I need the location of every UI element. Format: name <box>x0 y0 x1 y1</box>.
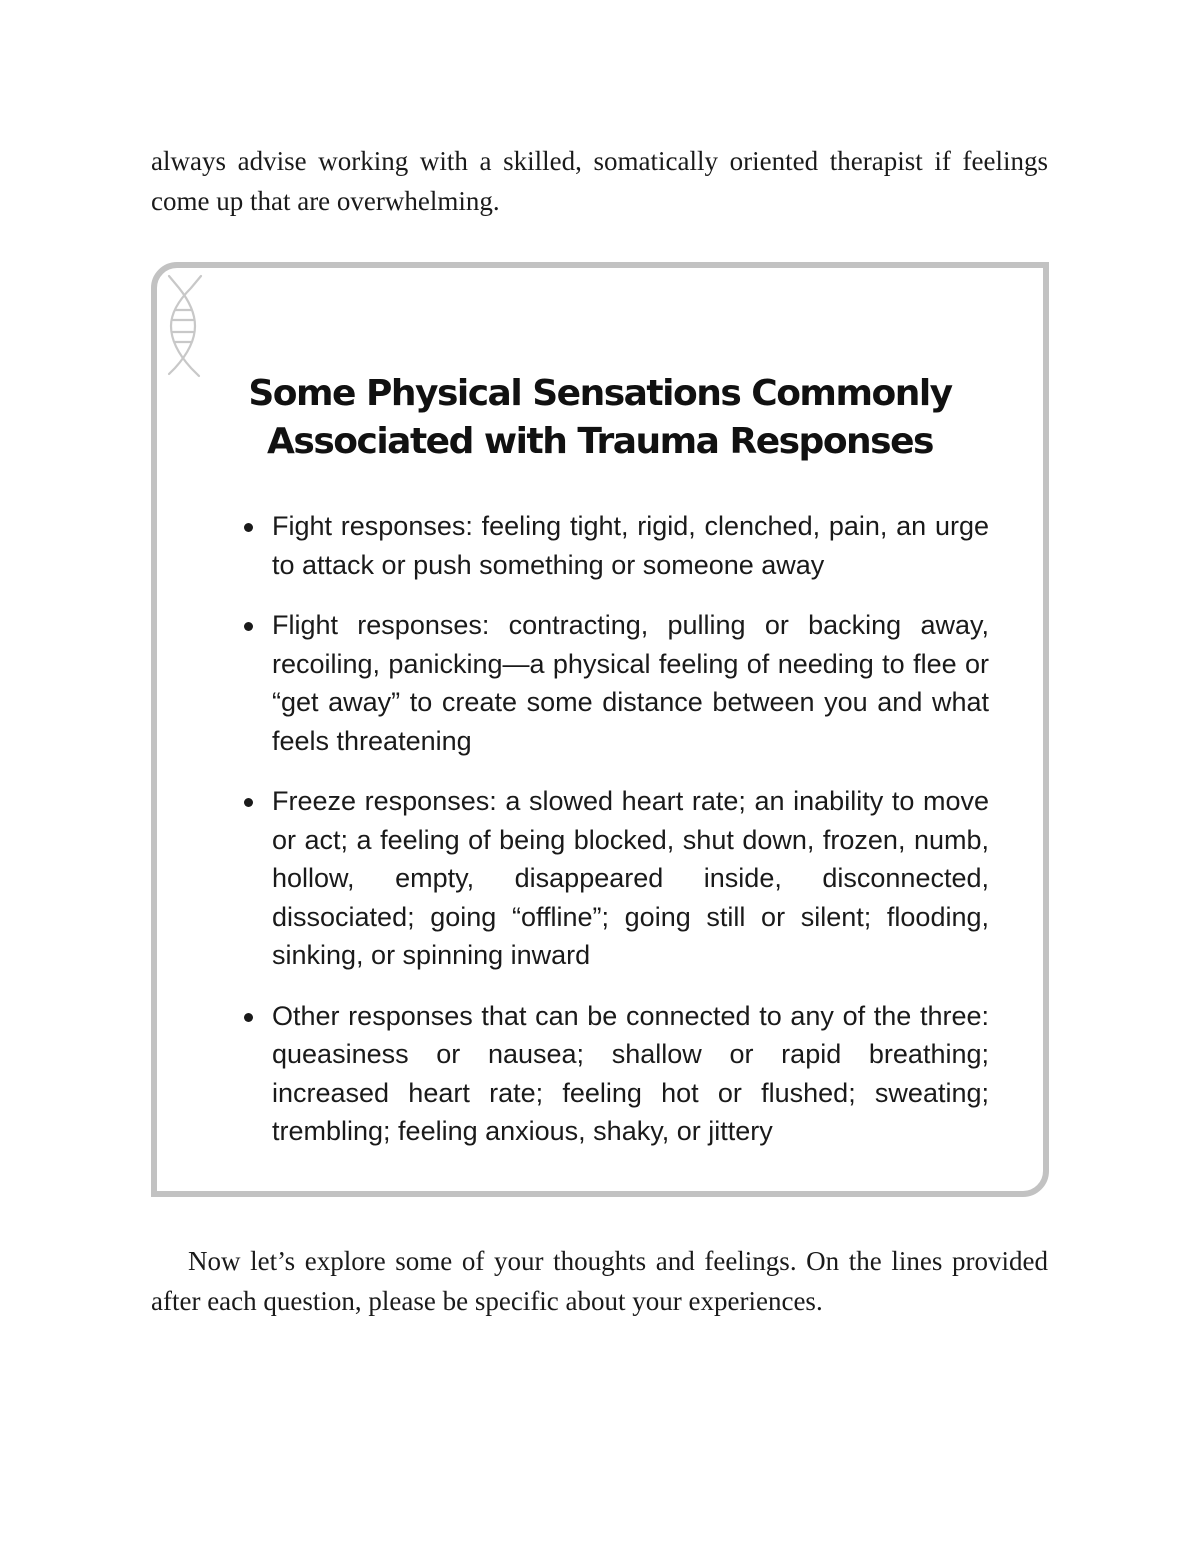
intro-paragraph: always advise working with a skilled, somatically oriented therapist if feelings come up that are overwhelming. <box>151 146 1048 216</box>
list-item-text: Fight responses: feeling tight, rigid, clenched, pain, an urge to attack or push something or someone away <box>272 511 989 580</box>
list-item-fight <box>269 507 989 584</box>
dna-helix-icon <box>165 274 205 378</box>
outro-paragraph: Now let’s explore some of your thoughts and feelings. On the lines provided after each question, please be specific about your experiences. <box>151 1246 1048 1316</box>
bullet-icon <box>244 1013 253 1022</box>
sensation-list <box>269 507 989 1173</box>
list-item-flight <box>269 606 989 760</box>
list-item-freeze <box>269 782 989 975</box>
bullet-icon <box>244 798 253 807</box>
bullet-icon <box>244 622 253 631</box>
sidebar-box <box>151 262 1049 1197</box>
bullet-icon <box>244 523 253 532</box>
list-item-text: Flight responses: contracting, pulling or backing away, recoiling, panicking—a physical feeling of needing to flee or “get away” to create some distance between you and what feels threatening <box>272 610 989 756</box>
sidebar-title <box>157 370 1043 466</box>
sidebar-title-line-1: Some Physical Sensations Commonly <box>248 373 952 414</box>
list-item-other <box>269 997 989 1151</box>
list-item-text: Other responses that can be connected to any of the three: queasiness or nausea; shallow or rapid breathing; increased heart rate; feeling hot or flushed; sweating; trembling; feeling anxious, shaky, or jittery <box>272 1000 989 1146</box>
list-item-text: Freeze responses: a slowed heart rate; an inability to move or act; a feeling of being blocked, shut down, frozen, numb, hollow, empty, disappeared inside, disconnected, dissociated; going “offline”; going still or silent; flooding, sinking, or spinning inward <box>272 786 989 970</box>
sidebar-title-line-2: Associated with Trauma Responses <box>267 421 933 462</box>
